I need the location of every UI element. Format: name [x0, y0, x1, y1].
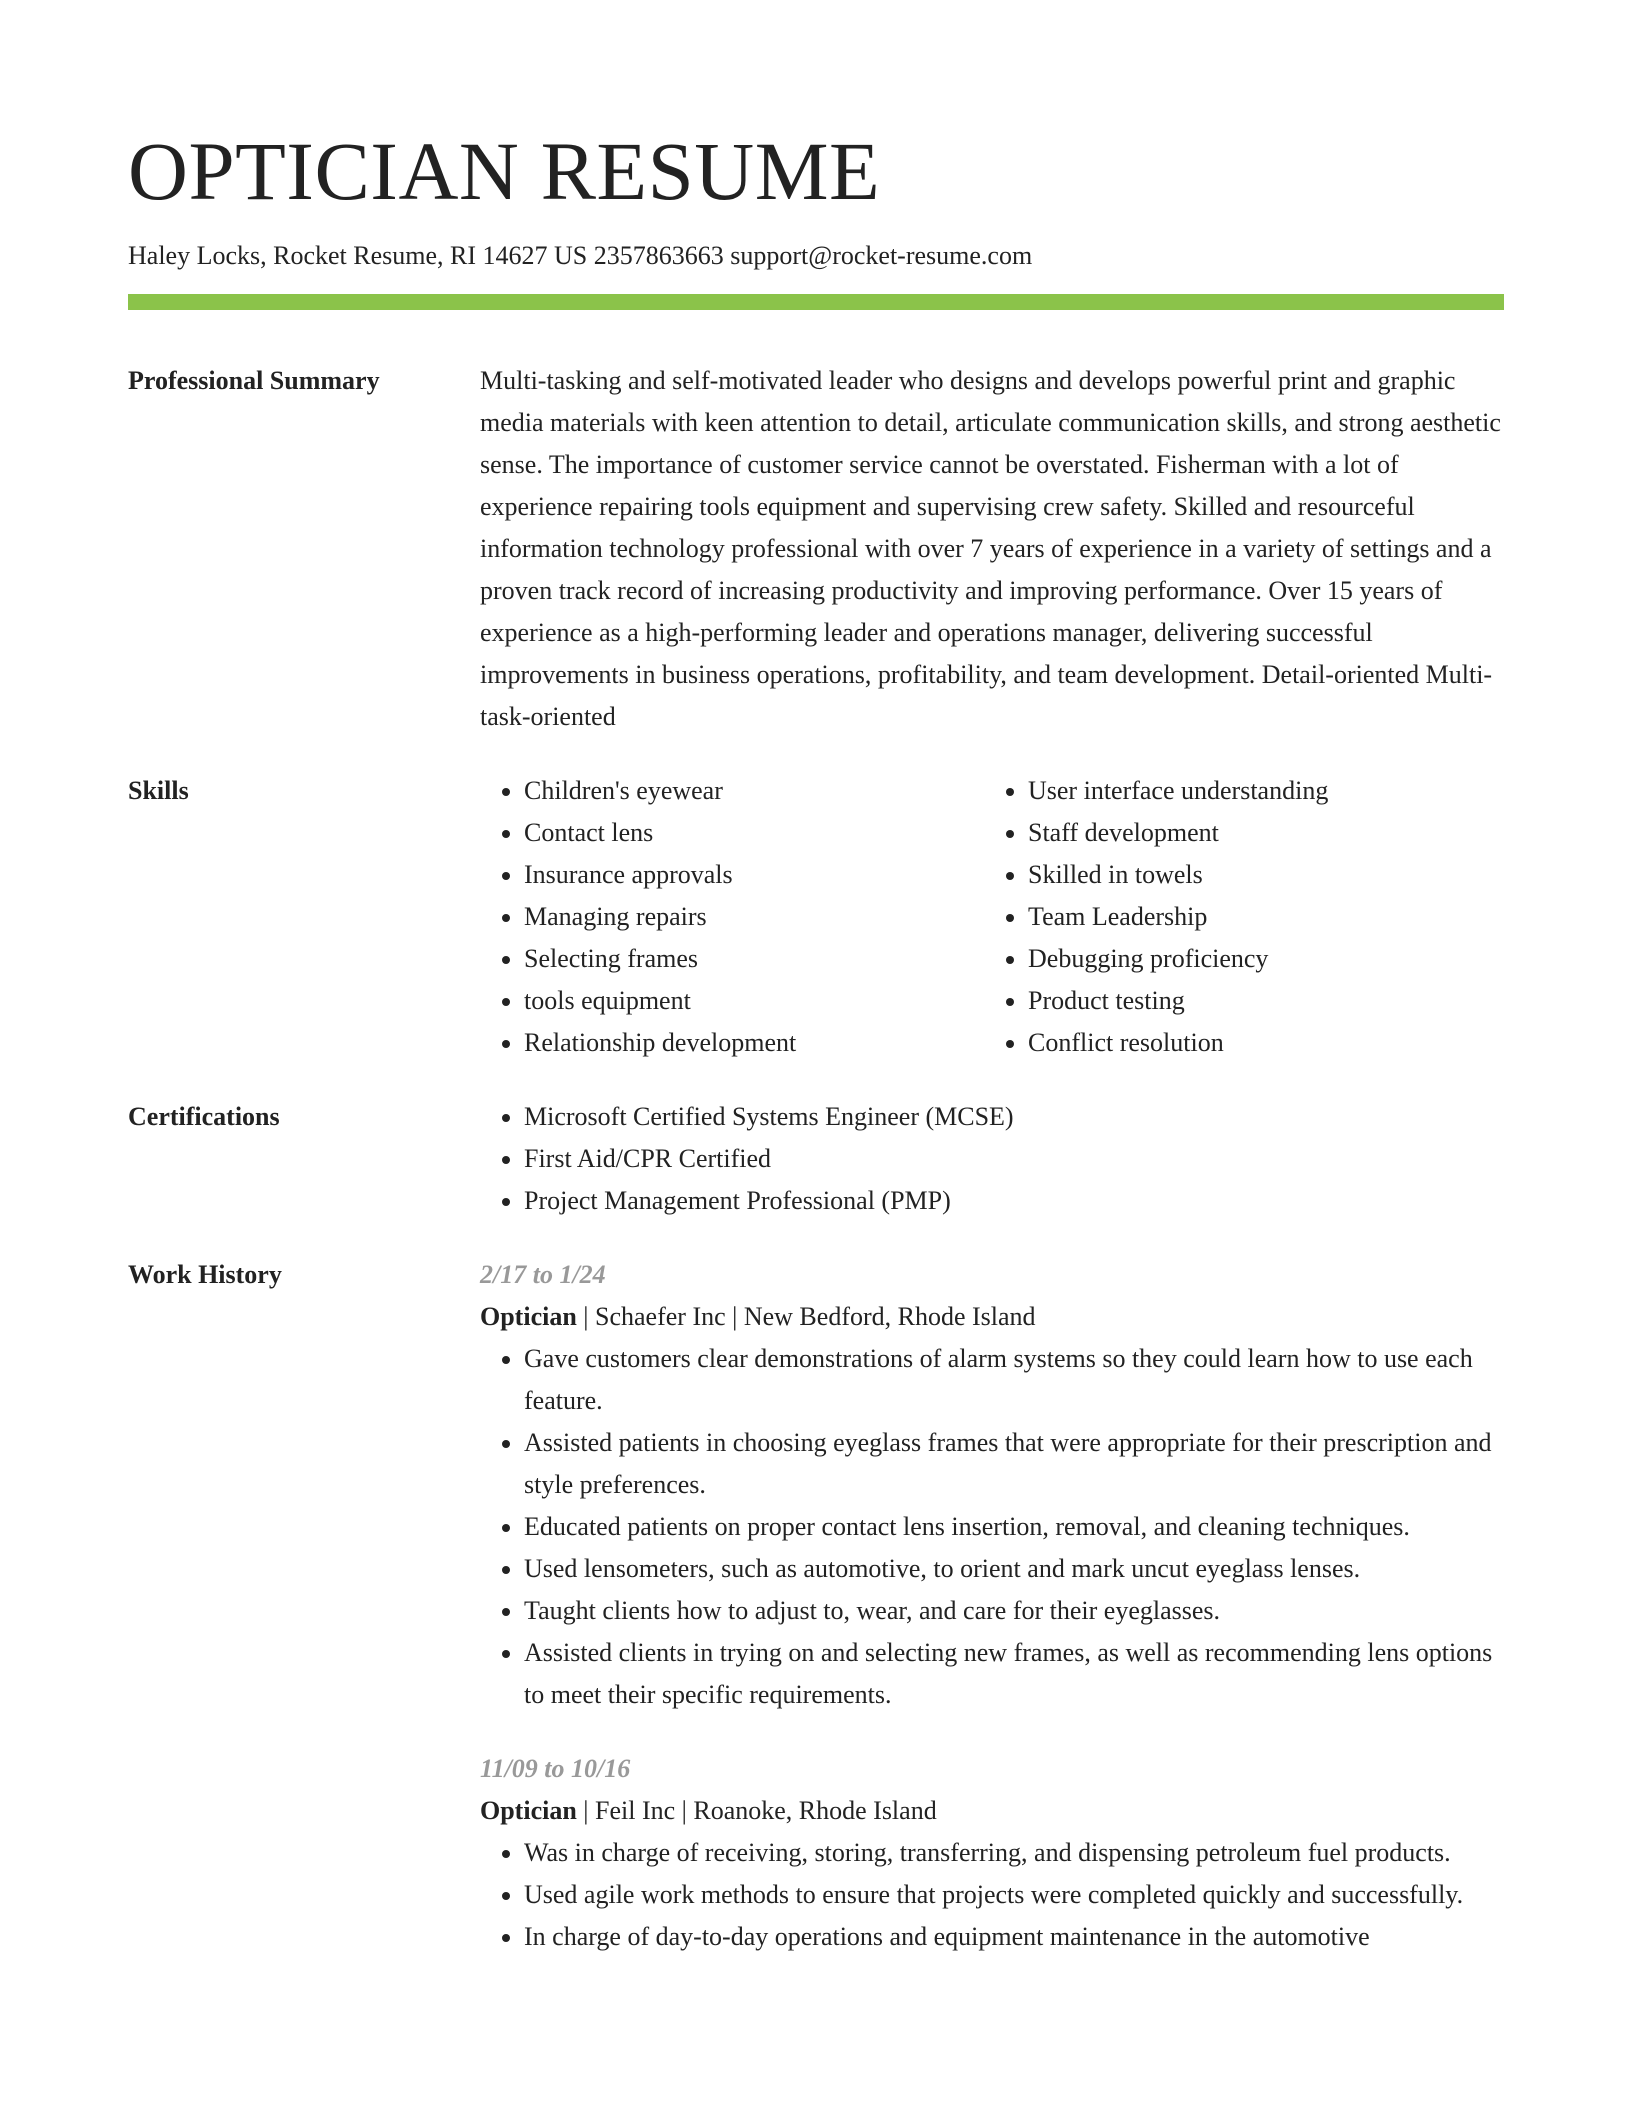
job-details: | Feil Inc | Roanoke, Rhode Island: [576, 1796, 937, 1825]
job-entry: [480, 1748, 1504, 1958]
summary-section: [128, 360, 1504, 738]
skill-item: • Skilled in towels: [1028, 854, 1488, 896]
work-history-label: Work History: [128, 1260, 282, 1289]
job-bullet: • Assisted patients in choosing eyeglass frames that were appropriate for their prescription and style preferences.: [524, 1422, 1504, 1506]
work-history-section: [128, 1254, 1504, 1958]
job-bullet: • Used lensometers, such as automotive, to orient and mark uncut eyeglass lenses.: [524, 1548, 1504, 1590]
skill-item: • Staff development: [1028, 812, 1488, 854]
resume-page: [128, 0, 1504, 1958]
skill-item: • Team Leadership: [1028, 896, 1488, 938]
certification-item: • Microsoft Certified Systems Engineer (MCSE): [524, 1096, 1504, 1138]
skill-item: • User interface understanding: [1028, 770, 1488, 812]
skills-columns: [480, 770, 1504, 1064]
job-bullet: • Assisted clients in trying on and selecting new frames, as well as recommending lens options to meet their specific requirements.: [524, 1632, 1504, 1716]
skill-item: • Children's eyewear: [524, 770, 984, 812]
skills-body: [480, 770, 1504, 1064]
job-dates: 2/17 to 1/24: [480, 1260, 606, 1289]
skills-section: [128, 770, 1504, 1064]
job-bullet: • Gave customers clear demonstrations of alarm systems so they could learn how to use each feature.: [524, 1338, 1504, 1422]
skill-item: • Debugging proficiency: [1028, 938, 1488, 980]
skill-item: • Contact lens: [524, 812, 984, 854]
skill-item: • Insurance approvals: [524, 854, 984, 896]
job-heading: [480, 1790, 1504, 1832]
job-details: | Schaefer Inc | New Bedford, Rhode Island: [576, 1302, 1036, 1331]
job-title: Optician: [480, 1796, 577, 1825]
skill-item: • Conflict resolution: [1028, 1022, 1488, 1064]
job-bullet: • Educated patients on proper contact lens insertion, removal, and cleaning techniques.: [524, 1506, 1504, 1548]
contact-line: Haley Locks, Rocket Resume, RI 14627 US 2357863663 support@rocket-resume.com: [128, 241, 1033, 270]
summary-label: Professional Summary: [128, 366, 380, 395]
resume-title: OPTICIAN RESUME: [128, 125, 881, 217]
skill-item: • Relationship development: [524, 1022, 984, 1064]
skill-item: • Managing repairs: [524, 896, 984, 938]
job-title: Optician: [480, 1302, 577, 1331]
certifications-section: [128, 1096, 1504, 1222]
job-bullet: • Taught clients how to adjust to, wear, and care for their eyeglasses.: [524, 1590, 1504, 1632]
job-bullet: • Used agile work methods to ensure that projects were completed quickly and successfully.: [524, 1874, 1504, 1916]
certification-item: • First Aid/CPR Certified: [524, 1138, 1504, 1180]
skills-column-right: [984, 770, 1488, 1064]
job-heading: [480, 1296, 1504, 1338]
skills-list-left: [480, 770, 984, 1064]
certifications-body: [480, 1096, 1504, 1222]
summary-text: Multi-tasking and self-motivated leader who designs and develops powerful print and graphic media materials with keen attention to detail, articulate communication skills, and strong aesthetic sense. The importance of customer service cannot be overstated. Fisherman with a lot of experience repairing tools equipment and supervising crew safety. Skilled and resourceful information technology professional with over 7 years of experience in a variety of settings and a proven track record of increasing productivity and improving performance. Over 15 years of experience as a high-performing leader and operations manager, delivering successful improvements in business operations, profitability, and team development. Detail-oriented Multi-task-oriented: [480, 366, 1501, 731]
job-bullet-list: [480, 1832, 1504, 1958]
certification-item: • Project Management Professional (PMP): [524, 1180, 1504, 1222]
job-entry: [480, 1254, 1504, 1716]
job-bullet: • Was in charge of receiving, storing, transferring, and dispensing petroleum fuel products.: [524, 1832, 1504, 1874]
certifications-list: [480, 1096, 1504, 1222]
job-bullet-list: [480, 1338, 1504, 1716]
work-history-body: [480, 1254, 1504, 1958]
job-bullet: • In charge of day-to-day operations and equipment maintenance in the automotive: [524, 1916, 1504, 1958]
header-divider: [128, 294, 1504, 310]
skill-item: • tools equipment: [524, 980, 984, 1022]
job-dates: 11/09 to 10/16: [480, 1754, 631, 1783]
certifications-label: Certifications: [128, 1102, 280, 1131]
skills-list-right: [984, 770, 1488, 1064]
skill-item: • Selecting frames: [524, 938, 984, 980]
skills-label: Skills: [128, 776, 189, 805]
skills-column-left: [480, 770, 984, 1064]
skill-item: • Product testing: [1028, 980, 1488, 1022]
